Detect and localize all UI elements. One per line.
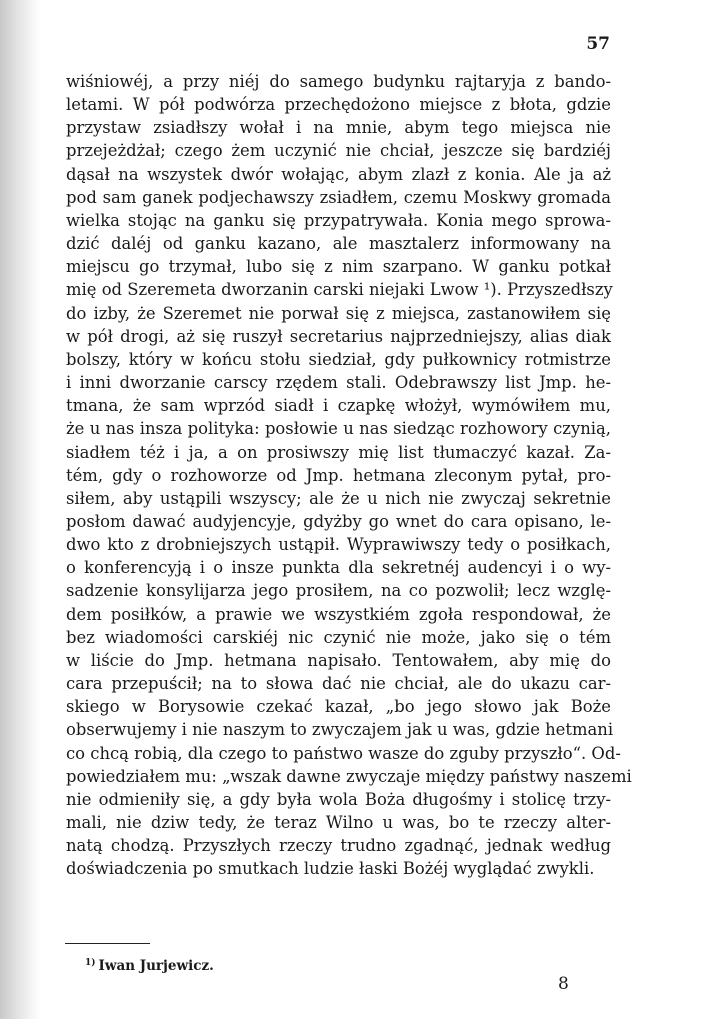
text-line: bez wiadomości carskiéj nic czynić nie może, jako się o tém (66, 627, 611, 647)
signature-mark: 8 (558, 974, 569, 994)
text-line: miejscu go trzymał, lubo się z nim szarpano. W ganku potkał (66, 257, 611, 277)
text-line: do izby, że Szeremet nie porwał się z miejsca, zastanowiłem się (66, 303, 611, 323)
text-line: tmana, że sam wprzód siadł i czapkę włożył, wymówiłem mu, (66, 396, 611, 416)
text-line: bolszy, który w końcu stołu siedział, gdy pułkownicy rotmistrze (66, 349, 611, 369)
footnote (85, 958, 214, 974)
footnote-divider (65, 943, 150, 944)
text-line: dzić daléj od ganku kazano, ale masztalerz informowany na (66, 234, 611, 254)
text-line: dąsał na wszystek dwór wołając, abym zlazł z konia. Ale ja aż (66, 164, 611, 184)
text-line: w pół drogi, aż się ruszył secretarius najprzedniejszy, alias diak (66, 326, 611, 346)
text-line: siadłem téż i ja, a on prosiwszy mię list tłumaczyć kazał. Za- (66, 442, 611, 462)
page-number: 57 (586, 34, 610, 54)
text-line: skiego w Borysowie czekać kazał, „bo jego słowo jak Boże (66, 697, 611, 717)
text-line: sadzenie konsylijarza jego prosiłem, na co pozwolił; lecz wzglę- (66, 581, 611, 601)
text-line: cara przepuścił; na to słowa dać nie chciał, ale do ukazu car- (66, 674, 611, 694)
page-edge-shadow (0, 0, 40, 1019)
text-line: dem posiłków, a prawie we wszystkiém zgoła respondował, że (66, 604, 611, 624)
text-line: pod sam ganek podjechawszy zsiadłem, czemu Moskwy gromada (66, 187, 611, 207)
text-line: wielka stojąc na ganku się przypatrywała. Konia mego sprowa- (66, 210, 611, 230)
text-line: tém, gdy o rozhoworze od Jmp. hetmana zleconym pytał, pro- (66, 465, 611, 485)
text-line: o konferencyją i o insze punkta dla sekretnéj audencyi i o wy- (66, 558, 611, 578)
text-line: wiśniowéj, a przy niéj do samego budynku rajtaryja z bando- (66, 72, 611, 91)
text-line: że u nas insza polityka: posłowie u nas siedząc rozhowory czynią, (66, 419, 611, 439)
text-line: mię od Szeremeta dworzanin carski niejaki Lwow ¹). Przyszedłszy (66, 280, 613, 300)
footnote-text: Iwan Jurjewicz. (98, 958, 214, 974)
text-line: dwo kto z drobniejszych ustąpił. Wyprawiwszy tedy o posiłkach, (66, 535, 611, 555)
text-line: i inni dworzanie carscy rzędem stali. Odebrawszy list Jmp. he- (66, 373, 611, 393)
text-line: siłem, aby ustąpili wszyscy; ale że u nich nie zwyczaj sekretnie (66, 488, 611, 508)
text-line: przejeżdżał; czego żem uczynić nie chciał, jeszcze się bardziéj (66, 141, 611, 161)
text-line: przystaw zsiadłszy wołał i na mnie, abym tego miejsca nie (66, 118, 611, 138)
text-line: doświadczenia po smutkach ludzie łaski Bożéj wyglądać zwykli. (66, 859, 595, 879)
text-line: obserwujemy i nie naszym to zwyczajem jak u was, gdzie hetmani (66, 720, 614, 740)
text-line: letami. W pół podwórza przechędożono miejsce z błota, gdzie (66, 95, 611, 115)
text-line: co chcą robią, dla czego to państwo wasze do zguby przyszło“. Od- (66, 743, 621, 763)
text-line: natą chodzą. Przyszłych rzeczy trudno zgadnąć, jednak według (66, 836, 611, 856)
text-line: powiedziałem mu: „wszak dawne zwyczaje między państwy naszemi (66, 766, 632, 786)
footnote-marker: 1) (85, 958, 96, 968)
text-line: w liście do Jmp. hetmana napisało. Tentowałem, aby mię do (66, 650, 611, 670)
body-text (66, 70, 632, 880)
text-line: mali, nie dziw tedy, że teraz Wilno u was, bo te rzeczy alter- (66, 813, 611, 832)
text-line: nie odmieniły się, a gdy była wola Boża długośmy i stolicę trzy- (66, 789, 611, 809)
text-line: posłom dawać audyjencyje, gdyżby go wnet do cara opisano, le- (66, 511, 611, 531)
